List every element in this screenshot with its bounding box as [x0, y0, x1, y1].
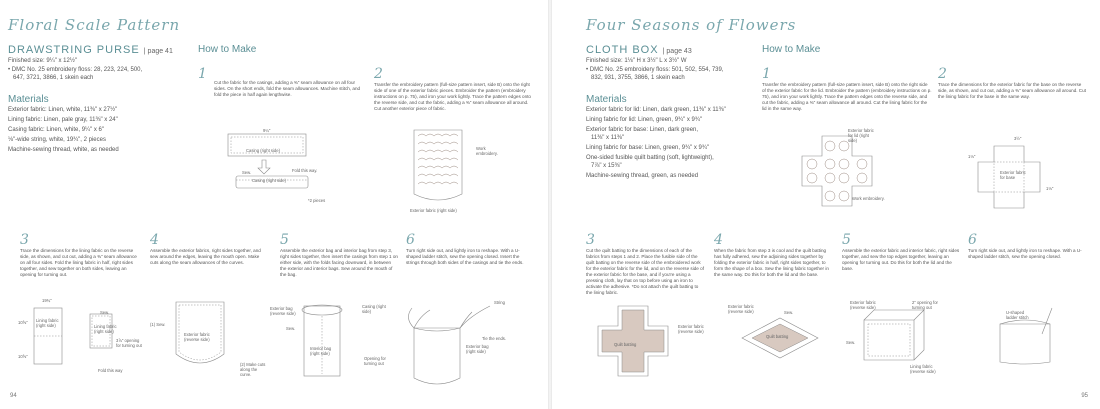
dimension-label: 1⅛"	[1046, 186, 1054, 191]
diagram-label: 2" opening for turning out	[912, 300, 938, 310]
step-text: Transfer the embroidery pattern (full-size pattern insert, side B) onto the right side of one of the exterior fabric pieces. Embroider the pattern (embroidery instructions on p. 75), and iron your work lightly. Trace the pattern edges onto the reverse side, and cut the fabric, adding a ⅜" seam allowance all around. Cut another exterior piece of fabric.	[374, 82, 531, 111]
dimension-label: 9¼"	[263, 128, 271, 133]
step-text: Turn right side out, and lightly iron to reshape. With a U-shaped ladder stitch, sew the opening closed. Insert the strings through both sides of the casings and tie the ends.	[406, 248, 524, 265]
product-name: CLOTH BOX	[586, 44, 659, 56]
material-item: Casing fabric: Linen, white, 9¼" x 6"	[8, 127, 104, 133]
diagram-label: Tie the ends.	[482, 336, 507, 341]
how-to-heading: How to Make	[198, 44, 257, 55]
diagram-label: Opening for turning out	[364, 356, 386, 366]
dimension-label: 3½"	[1014, 136, 1022, 141]
material-item: Exterior fabric: Linen, white, 11⅜" x 27½"	[8, 107, 118, 113]
diagram-label: Casing (right side)	[362, 304, 386, 314]
product-heading	[8, 44, 173, 56]
diagram-label: Sew.	[242, 170, 252, 175]
step-text: Trace the dimensions for the exterior fabric for the base on the reverse side, as shown, and cut out, adding a ⅜" seam allowance all around. Cut the lining fabric for the base in the same way.	[938, 82, 1086, 99]
diagram-label: Exterior bag (right side)	[466, 344, 489, 354]
spec-line: 832, 931, 3755, 3866, 1 skein each	[586, 75, 685, 81]
diagram-label: Lining fabric (right side)	[36, 318, 59, 328]
diagram-label: *2 pieces	[308, 198, 326, 203]
step-number: 5	[842, 232, 851, 248]
diagram-label: Quilt batting	[766, 334, 789, 339]
finished-purse-diagram	[400, 298, 510, 388]
diagram-label: Casing (right side)	[252, 178, 286, 183]
step-text: Assemble the exterior fabrics, right sides together, and sew around the edges, leaving the mouth open. Make cuts along the seam allowances of the curves.	[150, 248, 261, 265]
step-number: 5	[280, 232, 289, 248]
step-text: Trace the dimensions for the lining fabric on the reverse side, as shown, and cut out, adding a ⅜" seam allowance on all four sides. Fold the lining fabric in half, right sides together, and sew together on both sides, leaving an opening for turning out.	[20, 248, 137, 277]
step-number: 3	[586, 232, 595, 248]
casing-diagram	[222, 128, 322, 198]
material-item: 7⅞" x 15⅜"	[586, 163, 622, 169]
diagram-label: Fold this way	[98, 368, 123, 373]
step-number: 1	[762, 66, 771, 82]
page-title: Four Seasons of Flowers	[586, 16, 797, 34]
product-heading	[586, 44, 692, 56]
step-text: Turn right side out, and lightly iron to reshape. With a U-shaped ladder stitch, sew the opening closed.	[968, 248, 1082, 259]
diagram-label: U-shaped ladder stitch	[1006, 310, 1029, 320]
diagram-label: Casing (right side)	[246, 148, 280, 153]
material-item: Machine-sewing thread, white, as needed	[8, 147, 119, 153]
base-pattern-diagram	[972, 140, 1052, 220]
material-item: Machine-sewing thread, green, as needed	[586, 173, 699, 179]
diagram-label: String	[494, 300, 505, 305]
material-item: Lining fabric for base: Linen, green, 9¾" x 9¾"	[586, 145, 710, 151]
material-item: Lining fabric for lid: Linen, green, 9¾" x 9¾"	[586, 117, 702, 123]
page-reference: | page 43	[662, 48, 692, 55]
dimension-label: 19¾"	[42, 298, 52, 303]
material-item: ⅛"-wide string, white, 19¾", 2 pieces	[8, 137, 106, 143]
diagram-label: Exterior fabric (reverse side)	[184, 332, 210, 342]
dimension-label: 10⅝"	[18, 354, 28, 359]
diagram-label: Interior bag (right side)	[310, 346, 332, 356]
materials-heading: Materials	[8, 94, 49, 105]
diagram-label: Lining fabric (reverse side)	[910, 364, 936, 374]
embroidery-panel-diagram	[412, 128, 472, 208]
diagram-label: Exterior bag (reverse side)	[270, 306, 296, 316]
diagram-label: Exterior fabric (reverse side)	[728, 304, 754, 314]
page-number: 95	[1081, 393, 1088, 399]
dimension-label: 1⅛"	[968, 154, 976, 159]
box-fold-diagram	[736, 312, 826, 372]
step-number: 4	[150, 232, 159, 248]
lining-diagram	[30, 304, 130, 374]
step-text: Transfer the embroidery pattern (full-size pattern insert, side B) onto the right side of the exterior fabric for the lid. Embroider the pattern (embroidery instructions on p. 75), and iron your work lightly. Trace the pattern edges onto the reverse side, and cut the fabric, adding a ⅜" seam allowance all around. Cut the lining fabric for the lid in the same way.	[762, 82, 932, 111]
spec-line: • DMC No. 25 embroidery floss: 28, 223, 224, 500,	[8, 66, 143, 73]
step-number: 6	[968, 232, 977, 248]
diagram-label: Work embroidery.	[476, 146, 498, 156]
product-name: DRAWSTRING PURSE	[8, 44, 140, 56]
diagram-label: Sew.	[100, 310, 110, 315]
spec-line: Finished size: 9¼" x 12½"	[8, 58, 77, 64]
diagram-label: Exterior fabric (reverse side)	[850, 300, 876, 310]
assembly-diagram	[298, 300, 358, 380]
step-number: 3	[20, 232, 29, 248]
step-text: Assemble the exterior bag and interior bag from step 3, right sides together, then insert the casings from step 1 on either side, with the folds facing downward, in between the exterior and interior bags. Sew around the mouth of the bag.	[280, 248, 398, 277]
lid-embroidery-diagram	[800, 134, 880, 214]
page-reference: | page 41	[143, 48, 173, 55]
spec-line: 647, 3721, 3866, 1 skein each	[8, 75, 94, 81]
step-text: Cut the fabric for the casings, adding a ⅜" seam allowance on all four sides. On the short ends, fold the seam allowances. Machine stitch, and fold the piece in half again lengthwise.	[214, 80, 361, 97]
diagram-label: Sew.	[846, 340, 856, 345]
diagram-label: (1) Sew.	[150, 322, 166, 327]
materials-heading: Materials	[586, 94, 627, 105]
diagram-label: Exterior fabric for base	[1000, 170, 1026, 180]
how-to-heading: How to Make	[762, 44, 821, 55]
diagram-label: Exterior fabric (reverse side)	[678, 324, 704, 334]
spec-line: • DMC No. 25 embroidery floss: 501, 502, 554, 739,	[586, 66, 724, 73]
step-number: 6	[406, 232, 415, 248]
material-item: Lining fabric: Linen, pale gray, 11⅜" x 24"	[8, 117, 118, 123]
diagram-label: Sew.	[784, 310, 794, 315]
dimension-label: 10⅝"	[18, 320, 28, 325]
step-text: Cut the quilt batting to the dimensions of each of the fabrics from steps 1 and 2. Place the fusible side of the quilt batting on the reverse side of the embroidered work for the exterior fabric for the lid, and on the reverse side of the exterior fabric for the base, and if you're using a pressing cloth, lay that on top before using an iron to activate the adhesive. *Do not attach the quilt batting to the lining fabric.	[586, 248, 704, 295]
diagram-label: Exterior fabric (right side)	[410, 208, 457, 213]
diagram-label: (2) Make cuts along the curve.	[240, 362, 266, 377]
page-number: 94	[10, 393, 17, 399]
diagram-label: Work embroidery.	[852, 196, 885, 201]
right-page	[552, 0, 1100, 409]
page-title: Floral Scale Pattern	[8, 16, 181, 34]
diagram-label: Quilt batting	[614, 342, 637, 347]
material-item: Exterior fabric for base: Linen, dark green,	[586, 127, 699, 133]
step-number: 4	[714, 232, 723, 248]
diagram-label: 3⅞" opening for turning out	[116, 338, 142, 348]
diagram-label: Sew.	[286, 326, 296, 331]
step-text: When the fabric from step 3 is cool and the quilt batting has fully adhered, sew the adjoining sides together by folding the exterior fabric in half, right sides together, to form the shape of a box. Sew the lining fabric together in the same way. Do this for both the lid and the base.	[714, 248, 829, 277]
step-text: Assemble the exterior fabric and interior fabric, right sides together, and sew the top edges together, leaving an opening for turning out. Do this for both the lid and the base.	[842, 248, 960, 271]
material-item: 11⅜" x 11⅜"	[586, 135, 625, 141]
material-item: One-sided fusible quilt batting (soft, lightweight),	[586, 155, 714, 161]
spec-line: Finished size: 1⅛" H x 3½" L x 3½" W	[586, 58, 687, 64]
diagram-label: Exterior fabric for lid (right side)	[848, 128, 874, 143]
step-number: 2	[938, 66, 947, 82]
diagram-label: Fold this way.	[292, 168, 318, 173]
left-page	[0, 0, 548, 409]
step-number: 1	[198, 66, 207, 82]
step-number: 2	[374, 66, 383, 82]
material-item: Exterior fabric for lid: Linen, dark green, 11⅜" x 11⅜"	[586, 107, 726, 113]
diagram-label: Lining fabric (right side)	[94, 324, 117, 334]
